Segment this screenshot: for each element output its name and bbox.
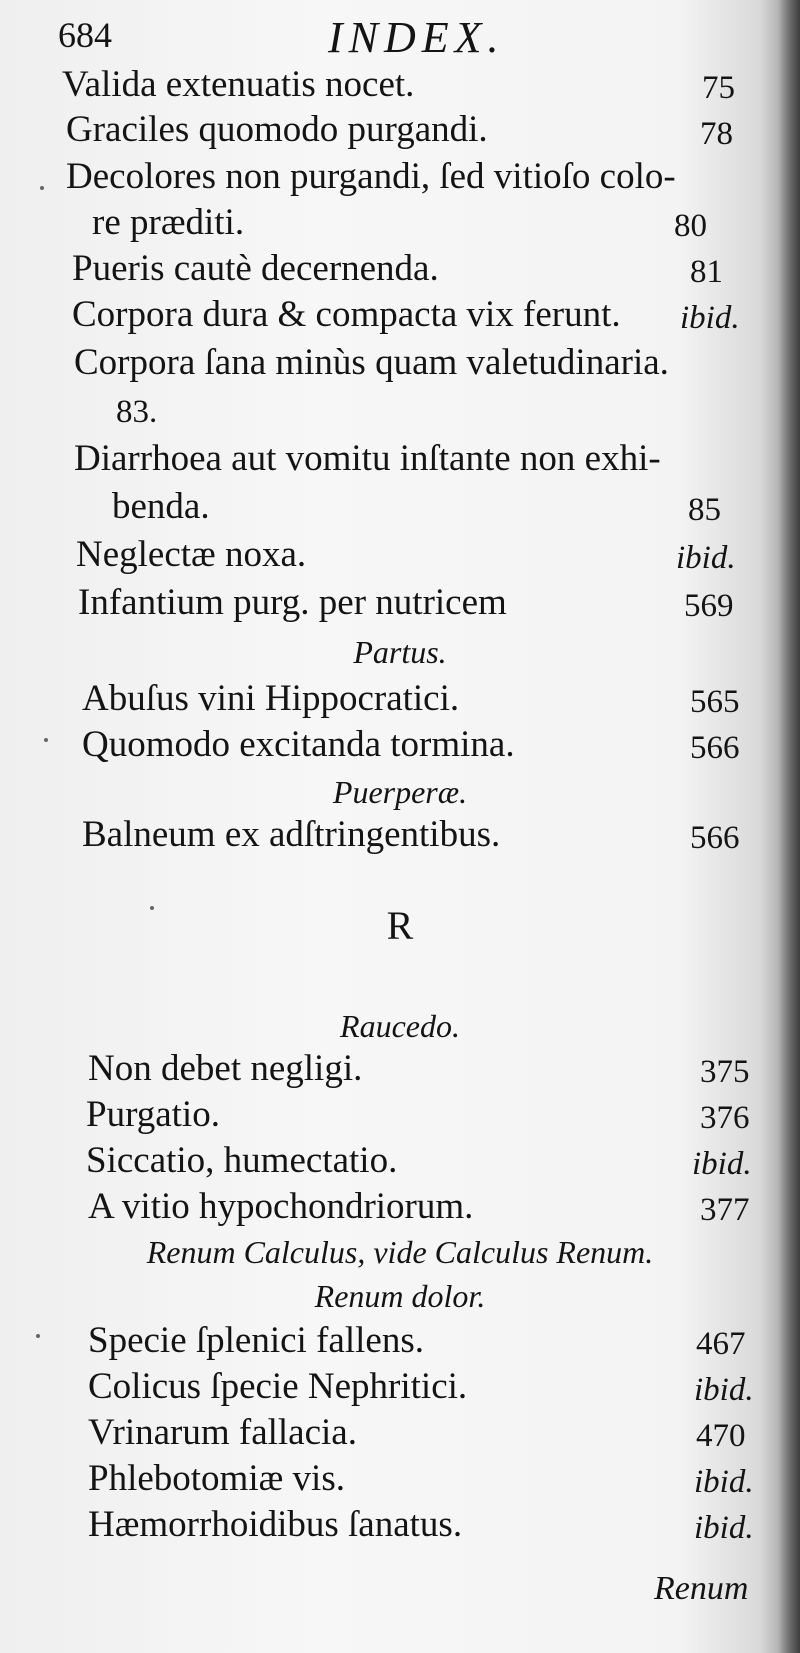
- page-ref: 566: [690, 730, 740, 766]
- index-entry: Hæmorrhoidibus ſanatus.: [88, 1504, 463, 1545]
- scan-speck: [150, 906, 154, 910]
- page-ref: 81: [690, 254, 723, 290]
- page-ref: 470: [696, 1418, 746, 1454]
- index-entry: Corpora ſana minùs quam valetudinaria.: [74, 342, 669, 383]
- index-entry: Colicus ſpecie Nephritici.: [88, 1366, 468, 1407]
- page-number: 684: [58, 15, 112, 55]
- index-entry: Quomodo excitanda tormina.: [82, 724, 515, 765]
- index-entry: Non debet negligi.: [88, 1048, 363, 1089]
- index-entry: Infantium purg. per nutricem: [78, 582, 507, 623]
- page-ref: 80: [674, 208, 707, 244]
- index-entry: A vitio hypochondriorum.: [88, 1186, 474, 1227]
- page-ref: 375: [700, 1054, 750, 1090]
- page-ref: 467: [696, 1326, 746, 1362]
- index-entry: re præditi.: [92, 202, 245, 243]
- page-ref: ibid.: [676, 540, 736, 576]
- page-ref: ibid.: [694, 1464, 754, 1500]
- index-entry: Vrinarum fallacia.: [88, 1412, 357, 1453]
- index-entry: Neglectæ noxa.: [76, 534, 307, 575]
- page-ref: 78: [700, 116, 733, 152]
- index-entry: Diarrhoea aut vomitu inſtante non exhi-: [74, 438, 661, 479]
- page-ref: 377: [700, 1192, 750, 1228]
- subheading: Puerperæ.: [332, 774, 468, 810]
- subheading: Partus.: [353, 634, 447, 670]
- running-head: INDEX.: [328, 13, 505, 62]
- index-entry: Graciles quomodo purgandi.: [66, 109, 488, 150]
- index-entry: 83.: [116, 394, 158, 430]
- index-entry: benda.: [112, 486, 210, 527]
- page-ref: ibid.: [692, 1146, 752, 1182]
- index-entry: Corpora dura & compacta vix ferunt.: [72, 294, 621, 335]
- page-ref: ibid.: [694, 1372, 754, 1408]
- index-entry: Siccatio, humectatio.: [86, 1140, 398, 1181]
- index-entry: Phlebotomiæ vis.: [88, 1458, 345, 1499]
- index-entry: Decolores non purgandi, ſed vitioſo colo-: [66, 156, 676, 197]
- index-entry: Valida extenuatis nocet.: [62, 64, 415, 105]
- subheading: Renum dolor.: [314, 1278, 486, 1314]
- page-ref: 565: [690, 684, 740, 720]
- catchword: Renum: [654, 1570, 749, 1607]
- scan-speck: [44, 738, 48, 742]
- page-ref: ibid.: [680, 300, 740, 336]
- subheading: Raucedo.: [340, 1008, 460, 1044]
- index-entry: Balneum ex adſtringentibus.: [82, 814, 501, 855]
- subheading: Renum Calculus, vide Calculus Renum.: [146, 1234, 654, 1270]
- page-header: [58, 12, 758, 66]
- index-entry: Specie ſplenici fallens.: [88, 1320, 424, 1361]
- page-ref: 75: [702, 70, 735, 106]
- section-letter: R: [386, 903, 414, 948]
- scan-speck: [36, 1334, 40, 1338]
- page-ref: 376: [700, 1100, 750, 1136]
- page-ref: ibid.: [694, 1510, 754, 1546]
- scan-speck: [40, 186, 44, 190]
- index-entry: Abuſus vini Hippocratici.: [82, 678, 460, 719]
- index-entry: Purgatio.: [86, 1094, 220, 1135]
- page-ref: 569: [684, 588, 734, 624]
- index-entry: Pueris cautè decernenda.: [72, 248, 439, 289]
- page-gutter-shadow: [778, 0, 800, 1653]
- page-ref: 566: [690, 820, 740, 856]
- page-ref: 85: [688, 492, 721, 528]
